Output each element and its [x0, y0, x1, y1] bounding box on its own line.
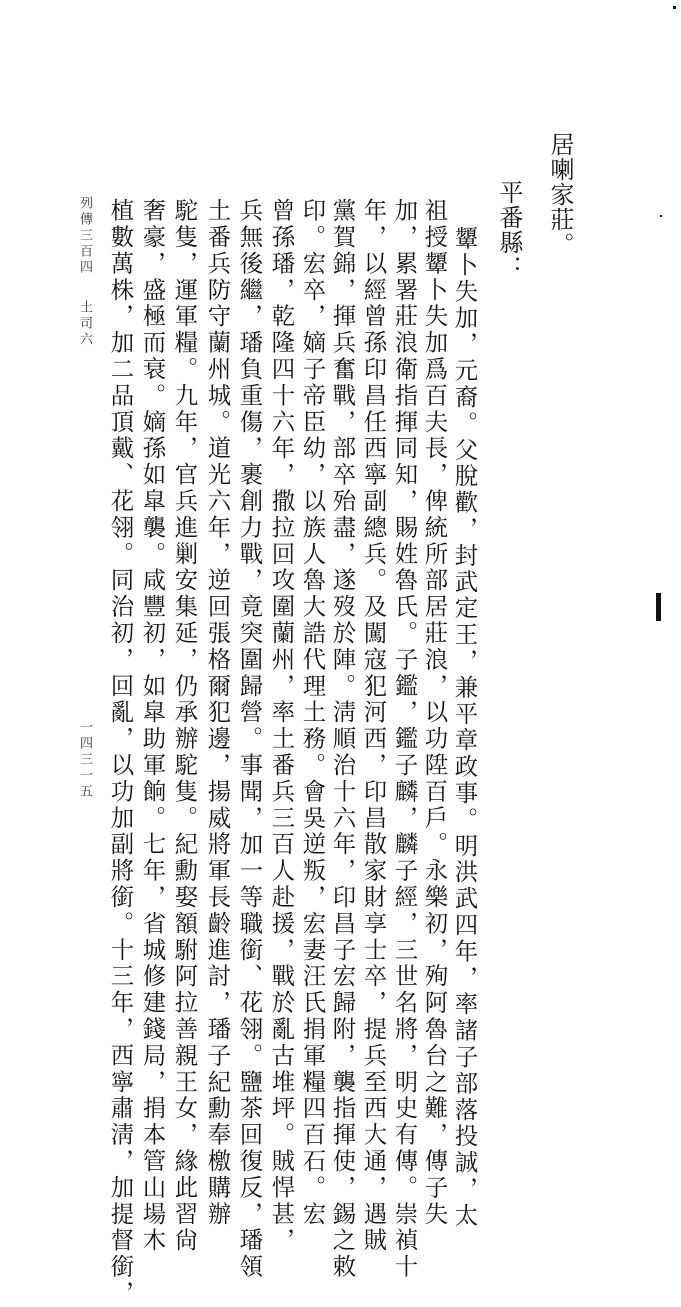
- running-head-section: 列傳三百四: [77, 196, 92, 276]
- text-column: 奢豪，盛極而衰。嫡孫如皐襲。咸豐初，如皐助軍餉。七年，省城修建錢局，捐本管山場木: [138, 198, 167, 1254]
- text-column: 駝隻，運軍糧。九年，官兵進剿安集延，仍承辦駝隻。紀勳娶額駙阿拉善親王女，緣此習尙: [170, 198, 199, 1254]
- running-head-subsection: 土司六: [77, 300, 92, 348]
- text-column: 印。宏卒，嫡子帝臣幼，以族人魯大誥代理土務。會吳逆叛，宏妻汪氏捐軍糧四百石。宏: [298, 198, 327, 1228]
- scan-dot: [673, 6, 676, 9]
- county-heading: 平番縣：: [495, 180, 523, 280]
- scan-dot: [660, 215, 662, 217]
- text-column: 祖授顰卜失加爲百夫長，俾統所部居莊浪，以功陞百戶。永樂初，殉阿魯台之難，傳子失: [420, 198, 449, 1228]
- text-column: 兵無後繼，璠負重傷，裹創力戰，竟突圍歸營。事聞，加一等職銜、花翎。鹽茶回復反，璠領: [235, 198, 264, 1281]
- text-column: 土番兵防守蘭州城。道光六年，逆回張格爾犯邊，揚威將軍長齡進討，璠子紀勳奉檄購辦: [203, 198, 232, 1228]
- text-column: 黨賀錦，揮兵奮戰，部卒殆盡，遂歿於陣。淸順治十六年，印昌子宏歸附，襲指揮使，錫之敕: [328, 198, 357, 1281]
- text-column: 植數萬株，加二品頂戴、花翎。同治初，回亂，以功加副將銜。十三年，西寧肅淸，加提督銜，: [106, 198, 135, 1307]
- text-column: 顰卜失加，元裔。父脫歡，封武定王，兼平章政事。明洪武四年，率諸子部落投誠，太: [450, 226, 479, 1230]
- text-column: 曾孫璠，乾隆四十六年，撒拉回攻圍蘭州，率土番兵三百人赴援，戰於亂古堆坪。賊悍甚，: [267, 198, 296, 1254]
- text-column: 年，以經曾孫印昌任西寧副總兵。及闖寇犯河西，印昌散家財享士卒，提兵至西大通，遇賊: [359, 198, 388, 1254]
- text-column: 加，累署莊浪衛指揮同知，賜姓魯氏。子鑑，鑑子麟，麟子經，三世名將，明史有傳。崇禎十: [390, 198, 419, 1281]
- page-number: 一四三一五: [77, 720, 92, 800]
- scan-mark: [656, 593, 661, 621]
- section-title: 居喇家莊。: [546, 132, 574, 257]
